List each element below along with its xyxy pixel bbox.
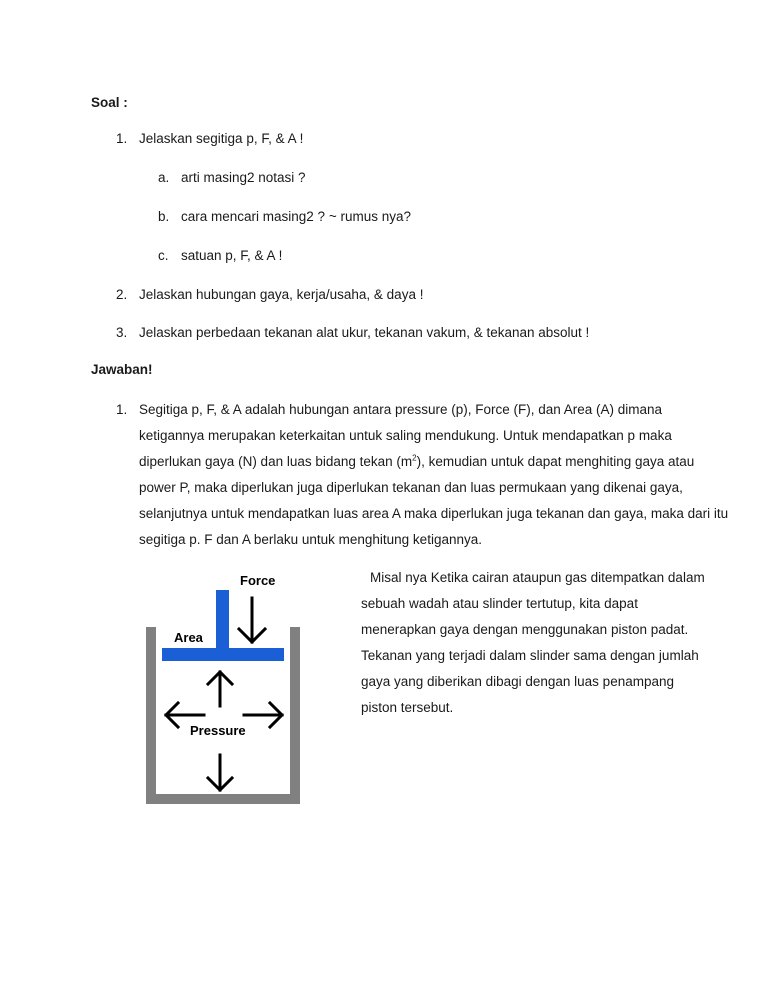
answer-1-line: Segitiga p, F, & A adalah hubungan antara pressure (p), Force (F), dan Area (A) dimana (139, 402, 663, 417)
question-3-number: 3. (116, 325, 128, 340)
soal-heading: Soal : (91, 95, 128, 110)
jawaban-heading: Jawaban! (91, 362, 153, 377)
superscript-two: 2 (412, 453, 417, 463)
force-label: Force (240, 573, 276, 588)
answer-1-number: 1. (116, 402, 128, 417)
answer-1-line: selanjutnya untuk mendapatkan luas area A maka diperlukan juga tekanan dan gaya, maka dari itu (139, 506, 729, 521)
pressure-right-arrow-icon (244, 703, 282, 727)
subitem-c-text: satuan p, F, & A ! (181, 248, 283, 263)
cylinder-bottom-wall (146, 794, 300, 804)
pressure-up-arrow-icon (208, 672, 232, 706)
question-1-number: 1. (116, 131, 128, 146)
subitem-a-letter: a. (158, 170, 170, 185)
piston-plate (162, 648, 284, 661)
side-text-line: piston tersebut. (361, 700, 454, 715)
question-1-text: Jelaskan segitiga p, F, & A ! (139, 131, 304, 146)
pressure-down-arrow-icon (208, 755, 232, 790)
pressure-label: Pressure (190, 723, 246, 738)
piston-pressure-diagram (140, 562, 310, 807)
question-2-number: 2. (116, 287, 128, 302)
answer-1-line: segitiga p. F dan A berlaku untuk menghitung ketigannya. (139, 532, 482, 547)
answer-1-line: power P, maka diperlukan juga diperlukan tekanan dan luas permukaan yang dikenai gaya, (139, 480, 683, 495)
subitem-c-letter: c. (158, 248, 169, 263)
side-text-line: gaya yang diberikan dibagi dengan luas penampang (361, 674, 674, 689)
subitem-b-letter: b. (158, 209, 170, 224)
area-label: Area (174, 630, 203, 645)
side-text-line: Misal nya Ketika cairan ataupun gas ditempatkan dalam (370, 570, 705, 585)
side-text-line: Tekanan yang terjadi dalam slinder sama dengan jumlah (361, 648, 699, 663)
answer-1-line: ketigannya merupakan keterkaitan untuk saling mendukung. Untuk mendapatkan p maka (139, 428, 672, 443)
force-arrow-icon (239, 598, 265, 642)
side-text-line: menerapkan gaya dengan menggunakan piston padat. (361, 622, 689, 637)
cylinder-left-wall (146, 627, 156, 804)
answer-1-line-part: diperlukan gaya (N) dan luas bidang tekan (m (139, 454, 413, 469)
question-2-text: Jelaskan hubungan gaya, kerja/usaha, & daya ! (139, 287, 424, 302)
question-3-text: Jelaskan perbedaan tekanan alat ukur, tekanan vakum, & tekanan absolut ! (139, 325, 590, 340)
subitem-b-text: cara mencari masing2 ? ~ rumus nya? (181, 209, 411, 224)
piston-rod (216, 590, 229, 650)
subitem-a-text: arti masing2 notasi ? (181, 170, 306, 185)
side-text-line: sebuah wadah atau slinder tertutup, kita dapat (361, 596, 638, 611)
cylinder-right-wall (290, 627, 300, 804)
answer-1-line-part: ), kemudian untuk dapat menghiting gaya atau (416, 454, 695, 469)
answer-1-line (139, 454, 694, 469)
